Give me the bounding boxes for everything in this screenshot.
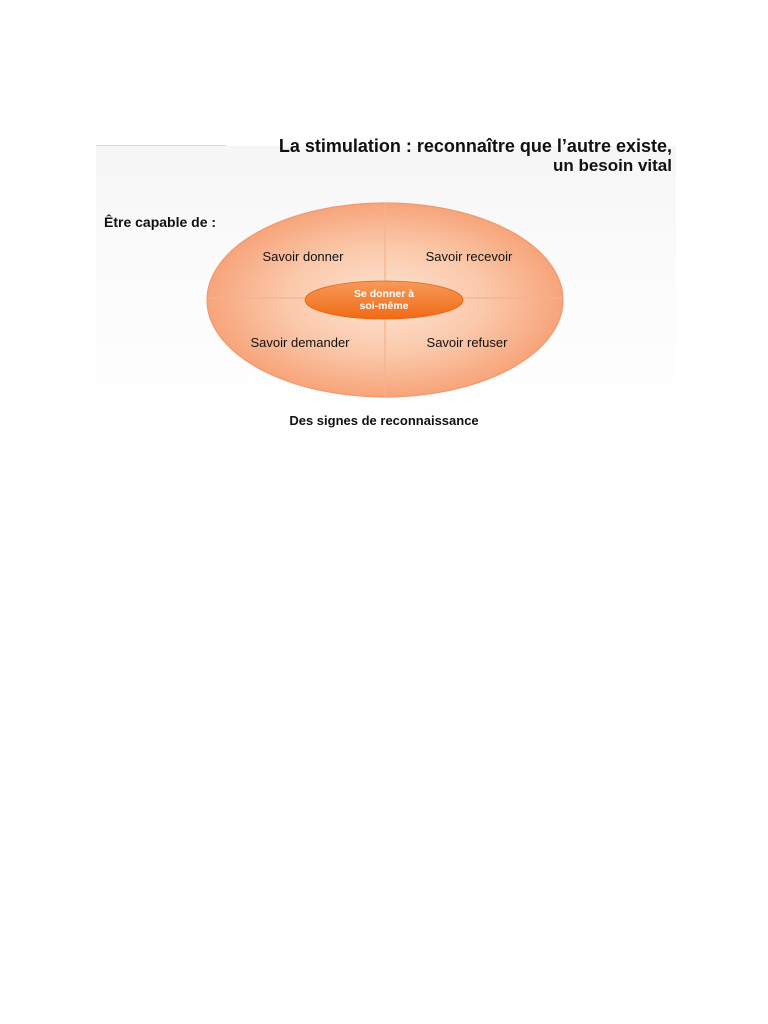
quadrant-savoir-refuser: Savoir refuser xyxy=(426,335,508,350)
diagram-caption: Des signes de reconnaissance xyxy=(289,413,479,428)
recognition-ellipse-diagram xyxy=(200,196,570,404)
slide-title-line-1: La stimulation : reconnaître que l’autre existe, xyxy=(278,136,672,156)
subtitle-capable: Être capable de : xyxy=(104,214,217,230)
quadrant-savoir-recevoir: Savoir recevoir xyxy=(425,249,513,264)
quadrant-savoir-donner: Savoir donner xyxy=(262,249,344,264)
center-label-line-1: Se donner à xyxy=(353,288,415,300)
quadrant-savoir-demander: Savoir demander xyxy=(250,335,350,350)
center-label-line-2: soi-même xyxy=(359,300,409,312)
title-rule xyxy=(96,145,226,146)
slide-title-line-2: un besoin vital xyxy=(552,156,672,175)
